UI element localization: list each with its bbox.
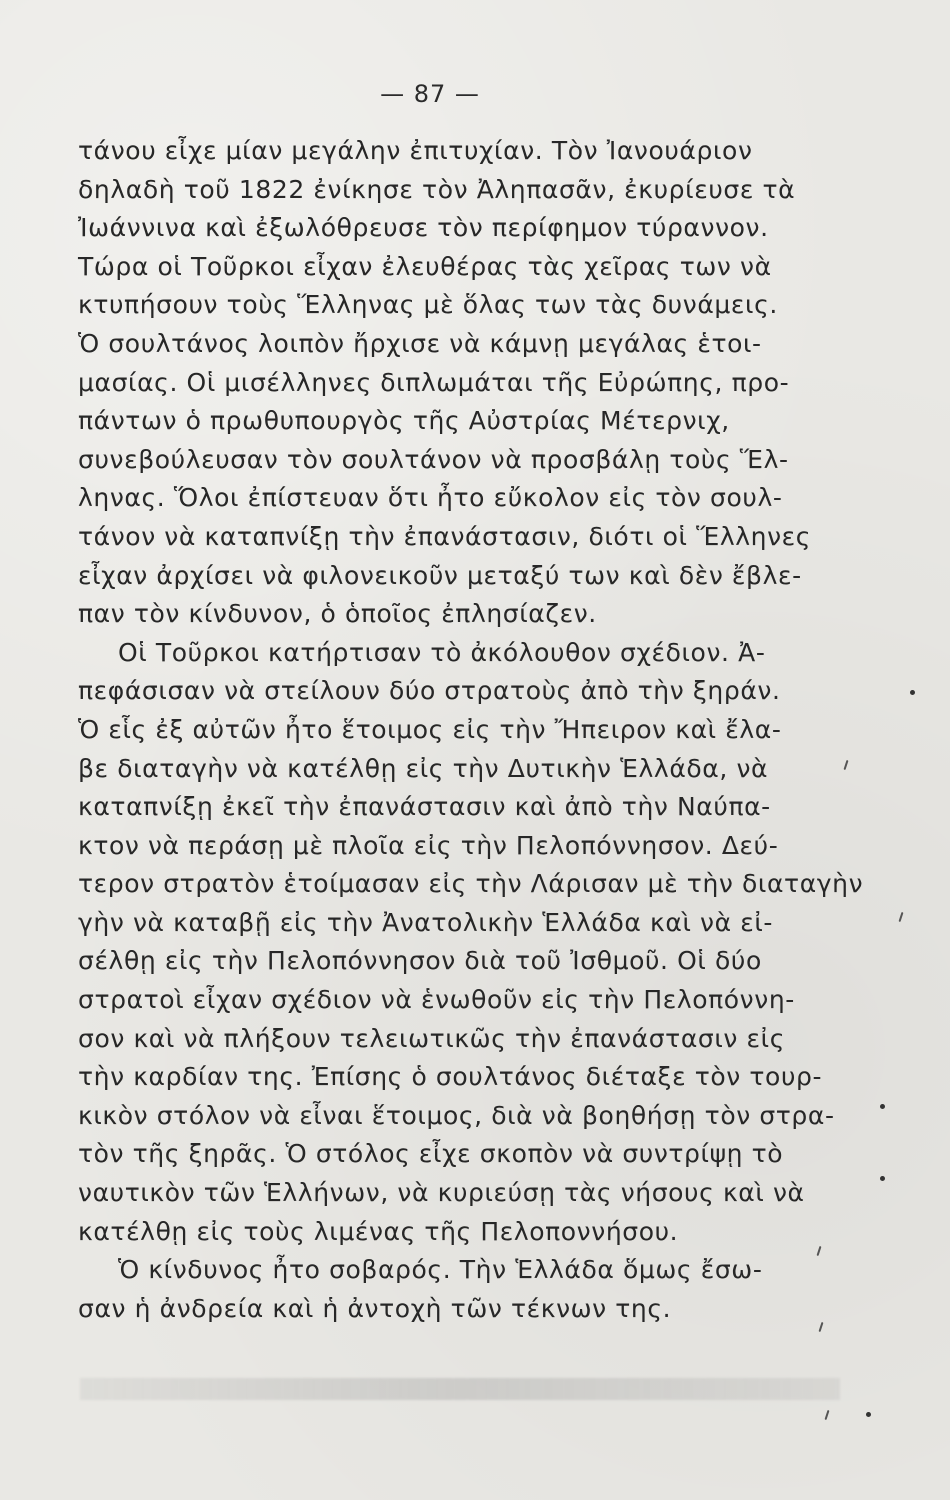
page-number: — 87 —	[380, 80, 480, 108]
text-line: ληνας. Ὅλοι ἐπίστευαν ὅτι ἦτο εὔκολον εἰς τὸν σουλ-	[78, 483, 783, 513]
text-line: κατέλθῃ εἰς τοὺς λιμένας τῆς Πελοποννήσου.	[78, 1216, 679, 1246]
ink-mark	[899, 912, 904, 922]
text-line: βε διαταγὴν νὰ κατέλθῃ εἰς τὴν Δυτικὴν Ἑλλάδα, νὰ	[78, 753, 769, 783]
text-line: τὴν καρδίαν της. Ἐπίσης ὁ σουλτάνος διέταξε τὸν τουρ-	[78, 1062, 823, 1092]
text-line: Οἱ Τοῦρκοι κατήρτισαν τὸ ἀκόλουθον σχέδιον. Ἀ-	[118, 637, 766, 667]
ink-speck	[910, 690, 915, 695]
text-line: πεφάσισαν νὰ στείλουν δύο στρατοὺς ἀπὸ τὴν ξηράν.	[78, 676, 781, 706]
ink-speck	[866, 1412, 871, 1417]
text-line: κικὸν στόλον νὰ εἶναι ἕτοιμος, διὰ νὰ βοηθήσῃ τὸν στρα-	[78, 1100, 835, 1130]
ink-speck	[880, 1104, 885, 1109]
text-line: τὸν τῆς ξηρᾶς. Ὁ στόλος εἶχε σκοπὸν νὰ συντρίψῃ τὸ	[78, 1139, 784, 1169]
ink-mark	[825, 1410, 830, 1420]
text-line: τάνον νὰ καταπνίξῃ τὴν ἐπανάστασιν, διότι οἱ Ἕλληνες	[78, 521, 812, 551]
text-line: γὴν νὰ καταβῇ εἰς τὴν Ἀνατολικὴν Ἑλλάδα καὶ νὰ εἰ-	[78, 907, 774, 937]
ink-mark	[844, 760, 849, 770]
text-line: παν τὸν κίνδυνον, ὁ ὁποῖος ἐπλησίαζεν.	[78, 599, 597, 629]
text-line: Ἰωάννινα καὶ ἐξωλόθρευσε τὸν περίφημον τύραννον.	[78, 213, 769, 243]
text-line: καταπνίξῃ ἐκεῖ τὴν ἐπανάστασιν καὶ ἀπὸ τὴν Ναύπα-	[78, 792, 771, 822]
text-line: πάντων ὁ πρωθυπουργὸς τῆς Αὐστρίας Μέτερνιχ,	[78, 406, 730, 436]
text-line: μασίας. Οἱ μισέλληνες διπλωμάται τῆς Εὐρώπης, προ-	[78, 367, 790, 397]
text-line: εἶχαν ἀρχίσει νὰ φιλονεικοῦν μεταξύ των καὶ δὲν ἔβλε-	[78, 560, 802, 590]
text-line: Ὁ σουλτάνος λοιπὸν ἤρχισε νὰ κάμνῃ μεγάλας ἑτοι-	[78, 328, 762, 358]
ink-speck	[880, 1176, 885, 1181]
text-line: τερον στρατὸν ἑτοίμασαν εἰς τὴν Λάρισαν μὲ τὴν διαταγὴν	[78, 869, 864, 899]
text-line: κτυπήσουν τοὺς Ἕλληνας μὲ ὅλας των τὰς δυνάμεις.	[78, 290, 778, 320]
text-line: δηλαδὴ τοῦ 1822 ἐνίκησε τὸν Ἀληπασᾶν, ἐκυρίευσε τὰ	[78, 174, 796, 204]
text-line: ναυτικὸν τῶν Ἑλλήνων, νὰ κυριεύσῃ τὰς νήσους καὶ νὰ	[78, 1178, 805, 1208]
text-line: συνεβούλευσαν τὸν σουλτάνον νὰ προσβάλῃ τοὺς Ἕλ-	[78, 444, 789, 474]
text-line: τάνου εἶχε μίαν μεγάλην ἐπιτυχίαν. Τὸν Ἰανουάριον	[78, 136, 753, 165]
text-line: σον καὶ νὰ πλήξουν τελειωτικῶς τὴν ἐπανάστασιν εἰς	[78, 1023, 785, 1053]
text-line: Τώρα οἱ Τοῦρκοι εἶχαν ἐλευθέρας τὰς χεῖρας των νὰ	[78, 251, 772, 281]
text-block	[78, 132, 864, 1328]
text-line: Ὁ κίνδυνος ἦτο σοβαρός. Τὴν Ἑλλάδα ὅμως ἔσω-	[118, 1255, 763, 1285]
text-line: Ὁ εἷς ἐξ αὐτῶν ἦτο ἕτοιμος εἰς τὴν Ἤπειρον καὶ ἔλα-	[78, 714, 782, 744]
bleed-through-text	[80, 1378, 840, 1400]
text-line: στρατοὶ εἶχαν σχέδιον νὰ ἑνωθοῦν εἰς τὴν Πελοπόννη-	[78, 985, 795, 1015]
text-line: κτον νὰ περάσῃ μὲ πλοῖα εἰς τὴν Πελοπόννησον. Δεύ-	[78, 830, 779, 860]
text-line: σέλθῃ εἰς τὴν Πελοπόννησον διὰ τοῦ Ἰσθμοῦ. Οἱ δύο	[78, 946, 762, 976]
text-line: σαν ἡ ἀνδρεία καὶ ἡ ἀντοχὴ τῶν τέκνων της.	[78, 1293, 672, 1323]
